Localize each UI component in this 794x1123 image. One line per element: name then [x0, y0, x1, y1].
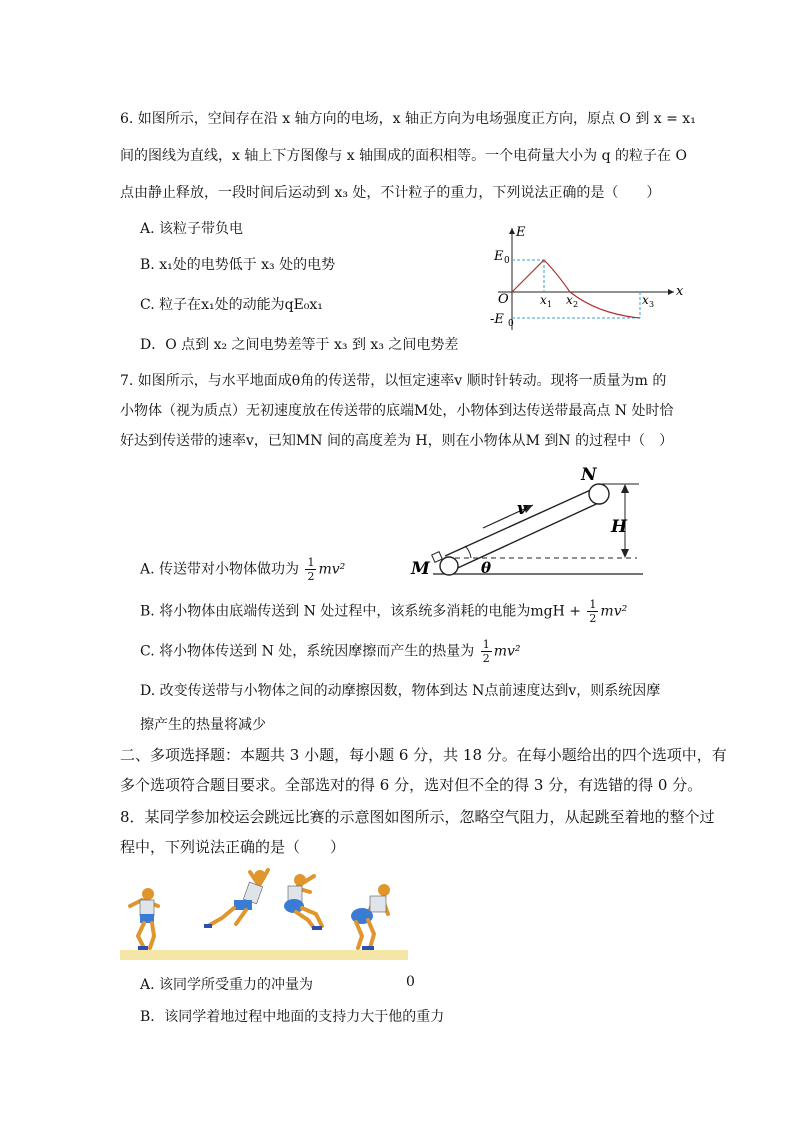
- q7-option-b: B. 将小物体由底端传送到 N 处过程中，该系统多消耗的电能为mgH + $\frac{1}{2}$ mv²: [140, 598, 628, 625]
- q6-option-c: C. 粒子在x₁处的动能为qE₀x₁: [140, 297, 323, 313]
- q6-graph-x2-label: x: [566, 293, 573, 307]
- q8-long-jump-figure: [118, 862, 410, 966]
- q7-option-d-line-2: 擦产生的热量将减少: [140, 717, 266, 733]
- q7-top-roller: [589, 484, 609, 504]
- q6-graph-e0-sub: 0: [504, 256, 510, 266]
- section2-line-2: 多个选项符合题目要求。全部选对的得 6 分，选对但不全的得 3 分，有选错的得 0 分。: [120, 776, 703, 794]
- q8-stem-line-1: 8．某同学参加校运会跳远比赛的示意图如图所示，忽略空气阻力，从起跳至着地的整个过: [120, 808, 715, 826]
- q6-graph-x1-label: x: [540, 293, 547, 307]
- q8-option-a: A. 该同学所受重力的冲量为: [140, 977, 314, 993]
- q6-option-a: A. 该粒子带负电: [140, 221, 244, 237]
- q7-stem-line-3: 好达到传送带的速率v，已知MN 间的高度差为 H，则在小物体从M 到N 的过程中（ ）: [120, 433, 674, 449]
- q7-label-m: M: [411, 559, 430, 579]
- q6-graph-x3-label: x: [642, 293, 649, 307]
- q8-jumper-4: [351, 884, 390, 950]
- q6-graph-x2-sub: 2: [573, 300, 579, 309]
- q7-stem-line-2: 小物体（视为质点）无初速度放在传送带的底端M处，小物体到达传送带最高点 N 处时恰: [120, 403, 674, 419]
- q6-option-d: D．O 点到 x₂ 之间电势差等于 x₃ 到 x₃ 之间电势差: [140, 337, 459, 353]
- q6-graph-e0-label: E: [494, 249, 504, 264]
- q8-option-a-value: 0: [406, 974, 415, 990]
- q7-label-theta: θ: [481, 559, 492, 577]
- q7-bottom-roller: [440, 557, 458, 575]
- q6-option-b: B. x₁处的电势低于 x₃ 处的电势: [140, 257, 336, 273]
- q6-graph-x-label: x: [676, 284, 684, 299]
- q7-label-n: N: [581, 465, 597, 485]
- q8-jumper-2: [204, 870, 268, 928]
- q7-option-c: C. 将小物体传送到 N 处，系统因摩擦而产生的热量为 $\frac{1}{2}$ mv²: [140, 638, 521, 665]
- q7-label-h: H: [611, 517, 628, 537]
- q6-graph-neg-e0-label: -E: [490, 312, 504, 327]
- q7-option-a: A. 传送带对小物体做功为 $\frac{1}{2}$ mv²: [140, 556, 346, 583]
- q7-conveyor-figure: [405, 462, 655, 584]
- q7-stem-line-1: 7. 如图所示，与水平地面成θ角的传送带，以恒定速率v 顺时针转动。现将一质量为m 的: [120, 373, 667, 389]
- q7-option-d-line-1: D. 改变传送带与小物体之间的动摩擦因数，物体到达 N点前速度达到v，则系统因摩: [140, 683, 661, 699]
- q7-label-v: v: [517, 499, 527, 519]
- q6-graph-neg-e0-sub: 0: [508, 319, 514, 329]
- q6-stem-line-1: 6. 如图所示，空间存在沿 x 轴方向的电场，x 轴正方向为电场强度正方向，原点 O 到 x = x₁: [120, 111, 696, 127]
- q6-stem-line-3: 点由静止释放，一段时间后运动到 x₃ 处，不计粒子的重力，下列说法正确的是（ ）: [120, 185, 661, 201]
- q6-graph-curve: [512, 260, 640, 318]
- q8-stem-line-2: 程中，下列说法正确的是（ ）: [120, 838, 346, 856]
- q8-jumper-1: [130, 888, 158, 950]
- q8-jumper-3: [284, 874, 322, 930]
- q6-graph-x3-sub: 3: [649, 300, 655, 309]
- q6-graph-y-label: E: [516, 225, 526, 240]
- section2-line-1: 二、多项选择题：本题共 3 小题，每小题 6 分，共 18 分。在每小题给出的四个选项中，有: [120, 746, 727, 764]
- q7-block: [432, 552, 443, 563]
- q6-graph-origin-label: O: [498, 292, 509, 307]
- q6-graph-x1-sub: 1: [547, 300, 553, 309]
- q6-stem-line-2: 间的图线为直线，x 轴上下方图像与 x 轴围成的面积相等。一个电荷量大小为 q 的粒子在 O: [120, 148, 687, 164]
- q8-option-b: B．该同学着地过程中地面的支持力大于他的重力: [140, 1009, 445, 1025]
- q6-field-graph: [478, 222, 692, 334]
